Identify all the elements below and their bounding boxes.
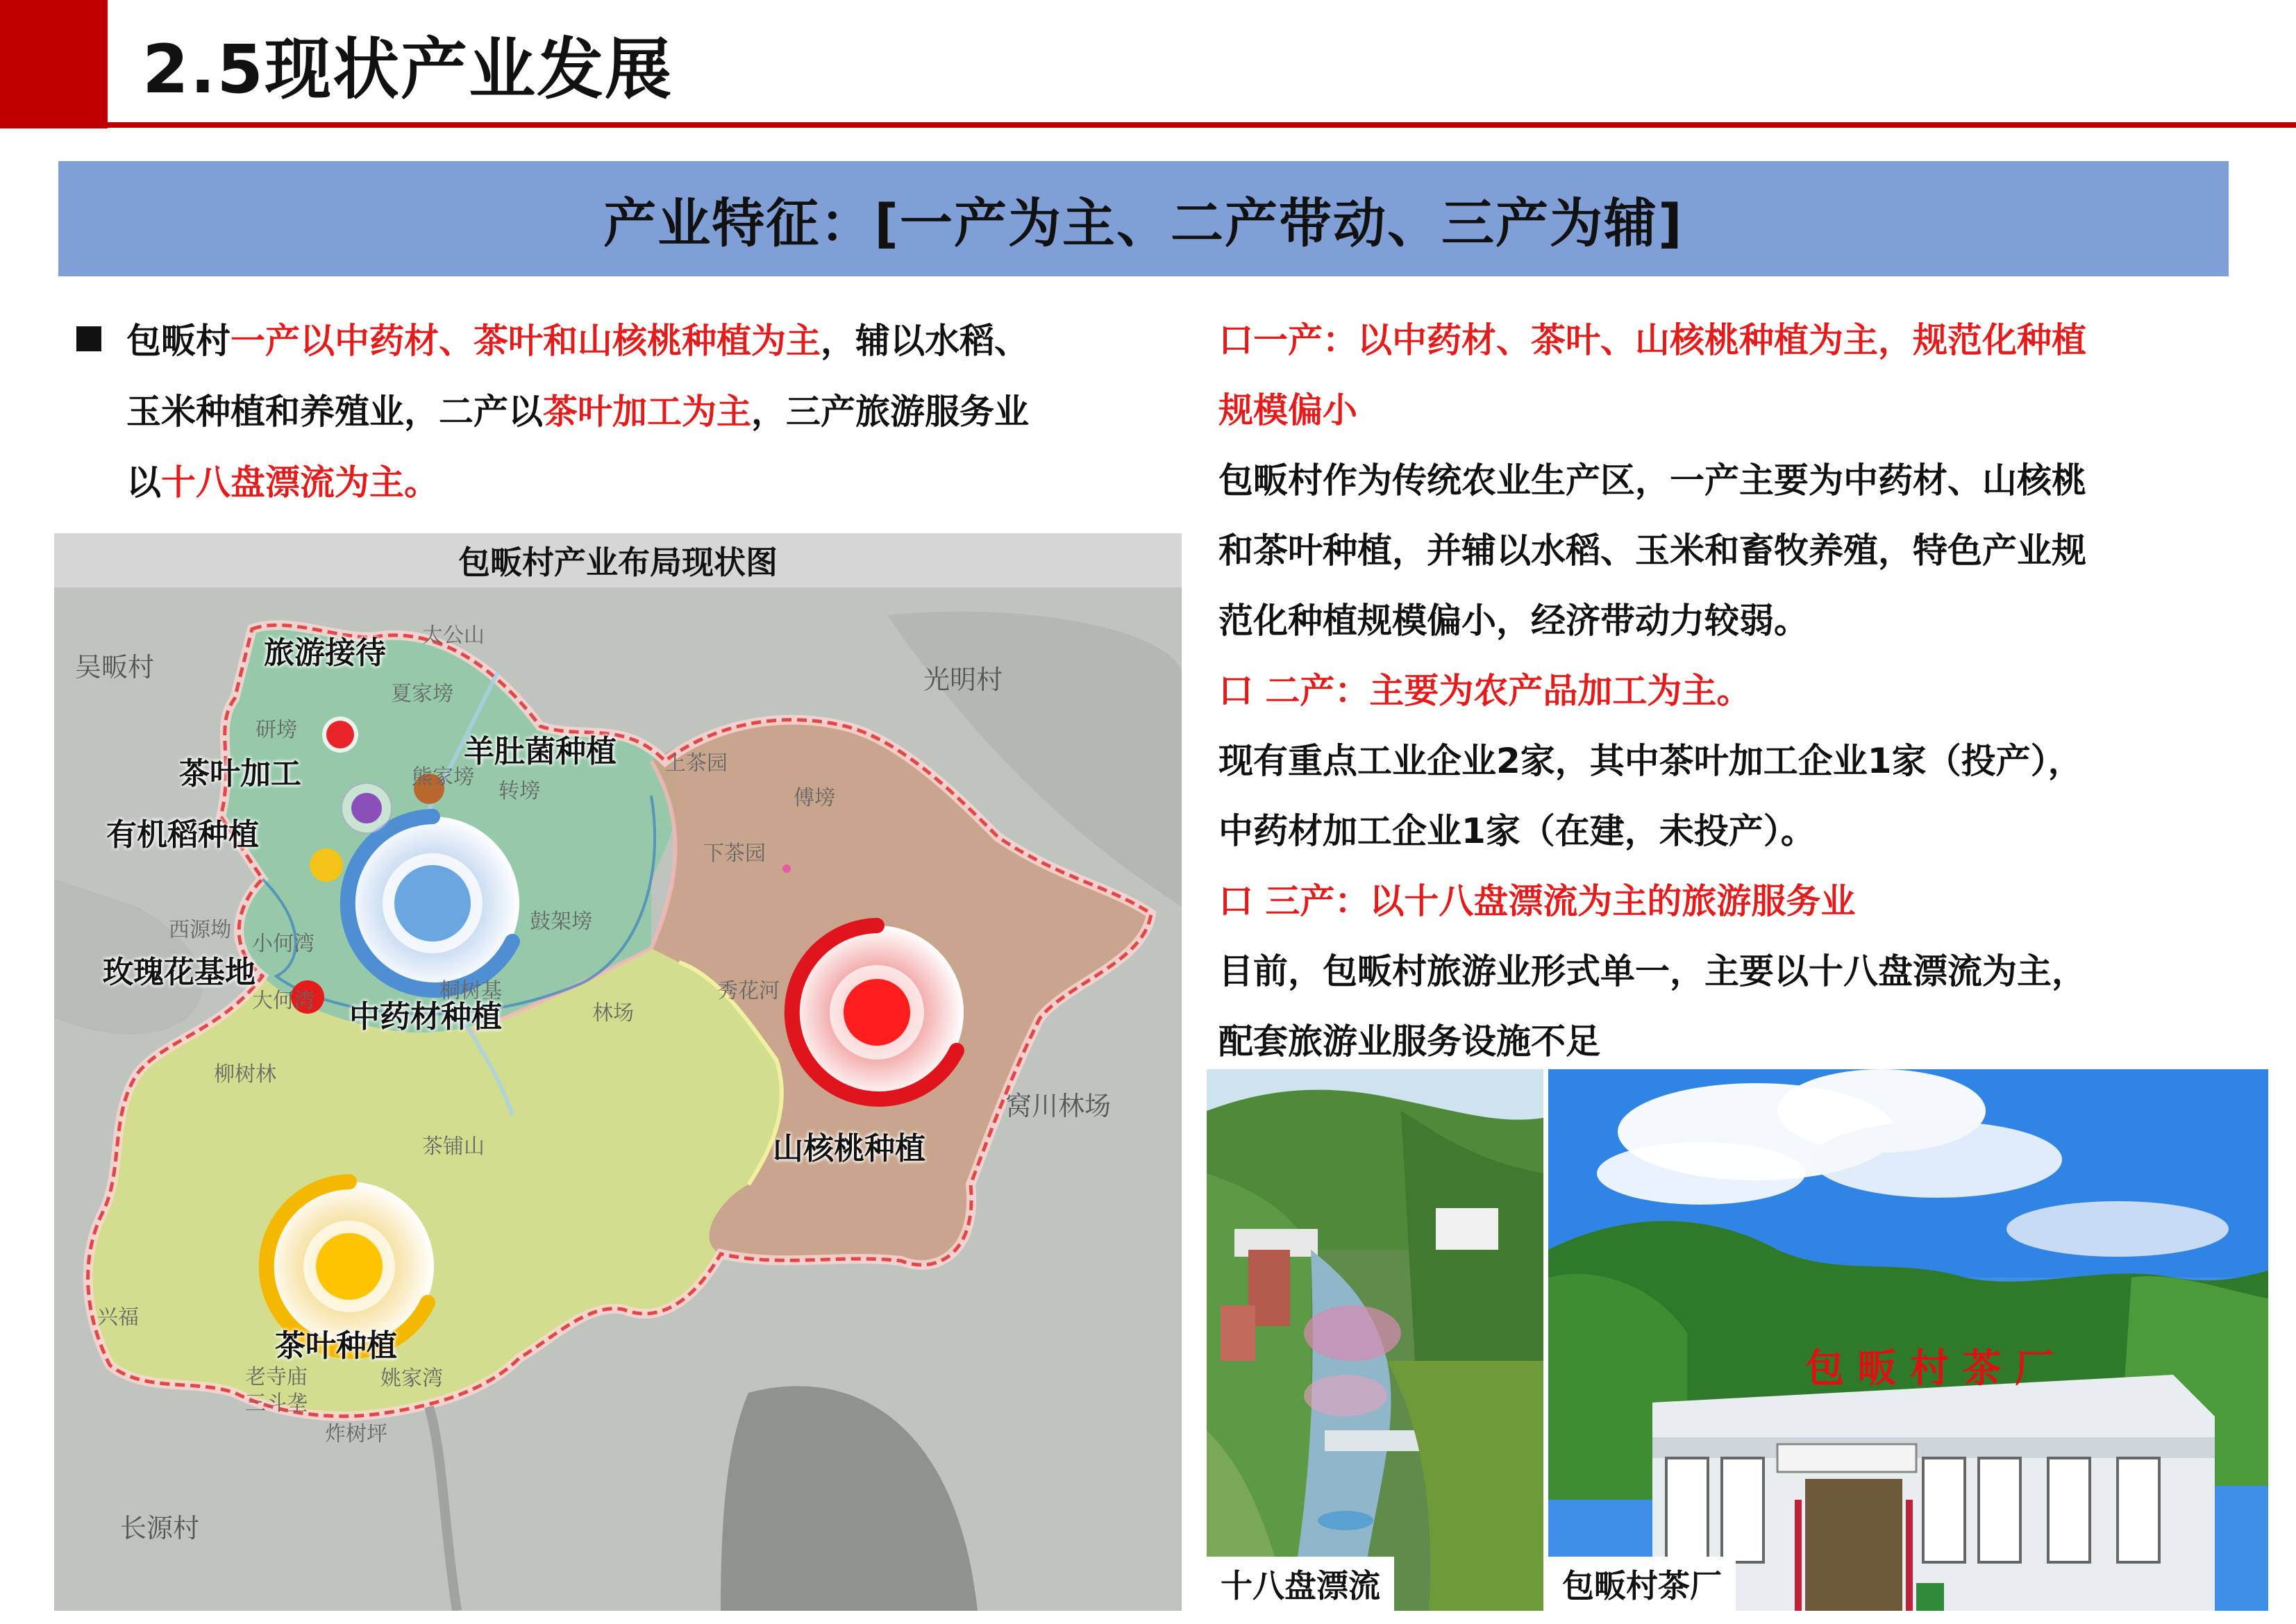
tea-factory-photo — [1548, 1069, 2268, 1611]
legend-organic-rice: 有机稻种植 — [106, 817, 259, 853]
place-label: 秀花河 — [717, 979, 780, 1003]
summary-text: ，三产旅游服务业 — [751, 392, 1029, 432]
tertiary-industry-heading: 口 三产：以十八盘漂流为主的旅游服务业 — [1218, 881, 1856, 921]
factory-sign-text: 包 畈 村 茶 厂 — [1805, 1346, 2054, 1391]
place-label: 桐树基 — [439, 979, 502, 1003]
secondary-industry-heading: 口 二产：主要为农产品加工为主。 — [1218, 671, 1752, 711]
place-label: 大何湾 — [252, 989, 315, 1013]
summary-text: 以 — [126, 462, 161, 503]
map-graphic — [54, 587, 1182, 1611]
summary-text: 玉米种植和养殖业，二产以 — [126, 392, 543, 432]
legend-hickory-planting: 山核桃种植 — [773, 1131, 925, 1166]
tea-factory-caption: 包畈村茶厂 — [1548, 1557, 1736, 1611]
primary-industry-heading-cont: 规模偏小 — [1218, 390, 1357, 430]
rafting-image — [1207, 1069, 1543, 1611]
rose-marker — [291, 980, 324, 1014]
title-divider — [108, 122, 2296, 128]
banner-text: 产业特征：[一产为主、二产带动、三产为辅] — [603, 192, 1684, 254]
primary-industry-text: 包畈村作为传统农业生产区，一产主要为中药材、山核桃 — [1218, 460, 2086, 501]
place-label: 太公山 — [422, 623, 485, 648]
summary-line-2 — [126, 376, 1159, 447]
place-label: 窝川林场 — [1005, 1091, 1112, 1121]
place-label: 老寺庙 — [245, 1365, 308, 1389]
place-label: 吴畈村 — [75, 652, 155, 683]
rafting-photo — [1207, 1069, 1543, 1611]
summary-highlight: 十八盘漂流为主。 — [161, 462, 439, 503]
place-label: 三斗垄 — [245, 1391, 308, 1416]
place-label: 炸树坪 — [325, 1422, 387, 1446]
tea-processing-marker — [351, 793, 382, 823]
rafting-caption: 十八盘漂流 — [1207, 1557, 1394, 1611]
summary-highlight: 一产以中药材、茶叶和山核桃种植为主 — [231, 321, 821, 361]
rice-marker — [310, 848, 343, 882]
place-label: 转塝 — [498, 779, 540, 803]
place-label: 兴福 — [97, 1305, 139, 1330]
summary-line-3 — [126, 447, 1159, 518]
summary-highlight: 茶叶加工为主 — [543, 392, 751, 432]
primary-industry-text: 和茶叶种植，并辅以水稻、玉米和畜牧养殖，特色产业规 — [1218, 530, 2086, 571]
legend-tea-processing: 茶叶加工 — [179, 756, 301, 792]
legend-tea-planting: 茶叶种植 — [275, 1328, 397, 1364]
place-label: 柳树林 — [214, 1062, 276, 1087]
legend-rose-base: 玫瑰花基地 — [103, 955, 255, 990]
legend-tourism-reception: 旅游接待 — [264, 635, 386, 671]
place-label: 下茶园 — [703, 842, 766, 866]
industry-description — [1218, 305, 2246, 1077]
title-accent-block — [0, 0, 108, 128]
place-label: 西源坳 — [169, 918, 231, 942]
secondary-industry-text: 现有重点工业企业2家，其中茶叶加工企业1家（投产）， — [1218, 741, 2083, 781]
tourism-marker — [326, 721, 354, 748]
tertiary-industry-text: 配套旅游业服务设施不足 — [1218, 1021, 1600, 1062]
place-label: 茶铺山 — [422, 1135, 485, 1159]
industry-feature-banner — [58, 161, 2229, 276]
tea-factory-image — [1548, 1069, 2268, 1611]
place-label: 熊家塝 — [412, 765, 474, 789]
legend-morel-planting: 羊肚菌种植 — [464, 734, 617, 769]
legend-herb-planting: 中药材种植 — [349, 999, 502, 1035]
summary-text: 包畈村 — [126, 321, 231, 361]
place-label: 林场 — [592, 1001, 634, 1026]
place-label: 长源村 — [120, 1513, 200, 1543]
map-canvas — [54, 587, 1182, 1611]
place-label: 姚家湾 — [380, 1366, 443, 1391]
place-label: 傅塝 — [794, 786, 835, 810]
primary-industry-text: 范化种植规模偏小，经济带动力较弱。 — [1218, 601, 1809, 641]
summary-line-1 — [126, 305, 1159, 376]
summary-text: ，辅以水稻、 — [821, 321, 1029, 361]
primary-industry-heading: 口一产：以中药材、茶叶、山核桃种植为主，规范化种植 — [1218, 320, 2086, 360]
tertiary-industry-text: 目前，包畈村旅游业形式单一，主要以十八盘漂流为主， — [1218, 951, 2086, 991]
summary-paragraph — [76, 305, 1159, 518]
place-label: 光明村 — [923, 664, 1003, 695]
place-label: 鼓架塝 — [530, 910, 592, 934]
place-label: 夏家塝 — [391, 682, 453, 706]
page-title: 2.5现状产业发展 — [142, 31, 673, 108]
place-label: 研塝 — [255, 718, 297, 742]
place-label: 小何湾 — [252, 932, 315, 956]
secondary-industry-text: 中药材加工企业1家（在建，未投产）。 — [1218, 811, 1816, 851]
map-title: 包畈村产业布局现状图 — [54, 533, 1182, 587]
place-label: 上茶园 — [665, 751, 728, 776]
industry-layout-map — [54, 533, 1182, 1611]
morel-marker — [414, 773, 444, 804]
square-bullet-icon — [76, 326, 101, 351]
